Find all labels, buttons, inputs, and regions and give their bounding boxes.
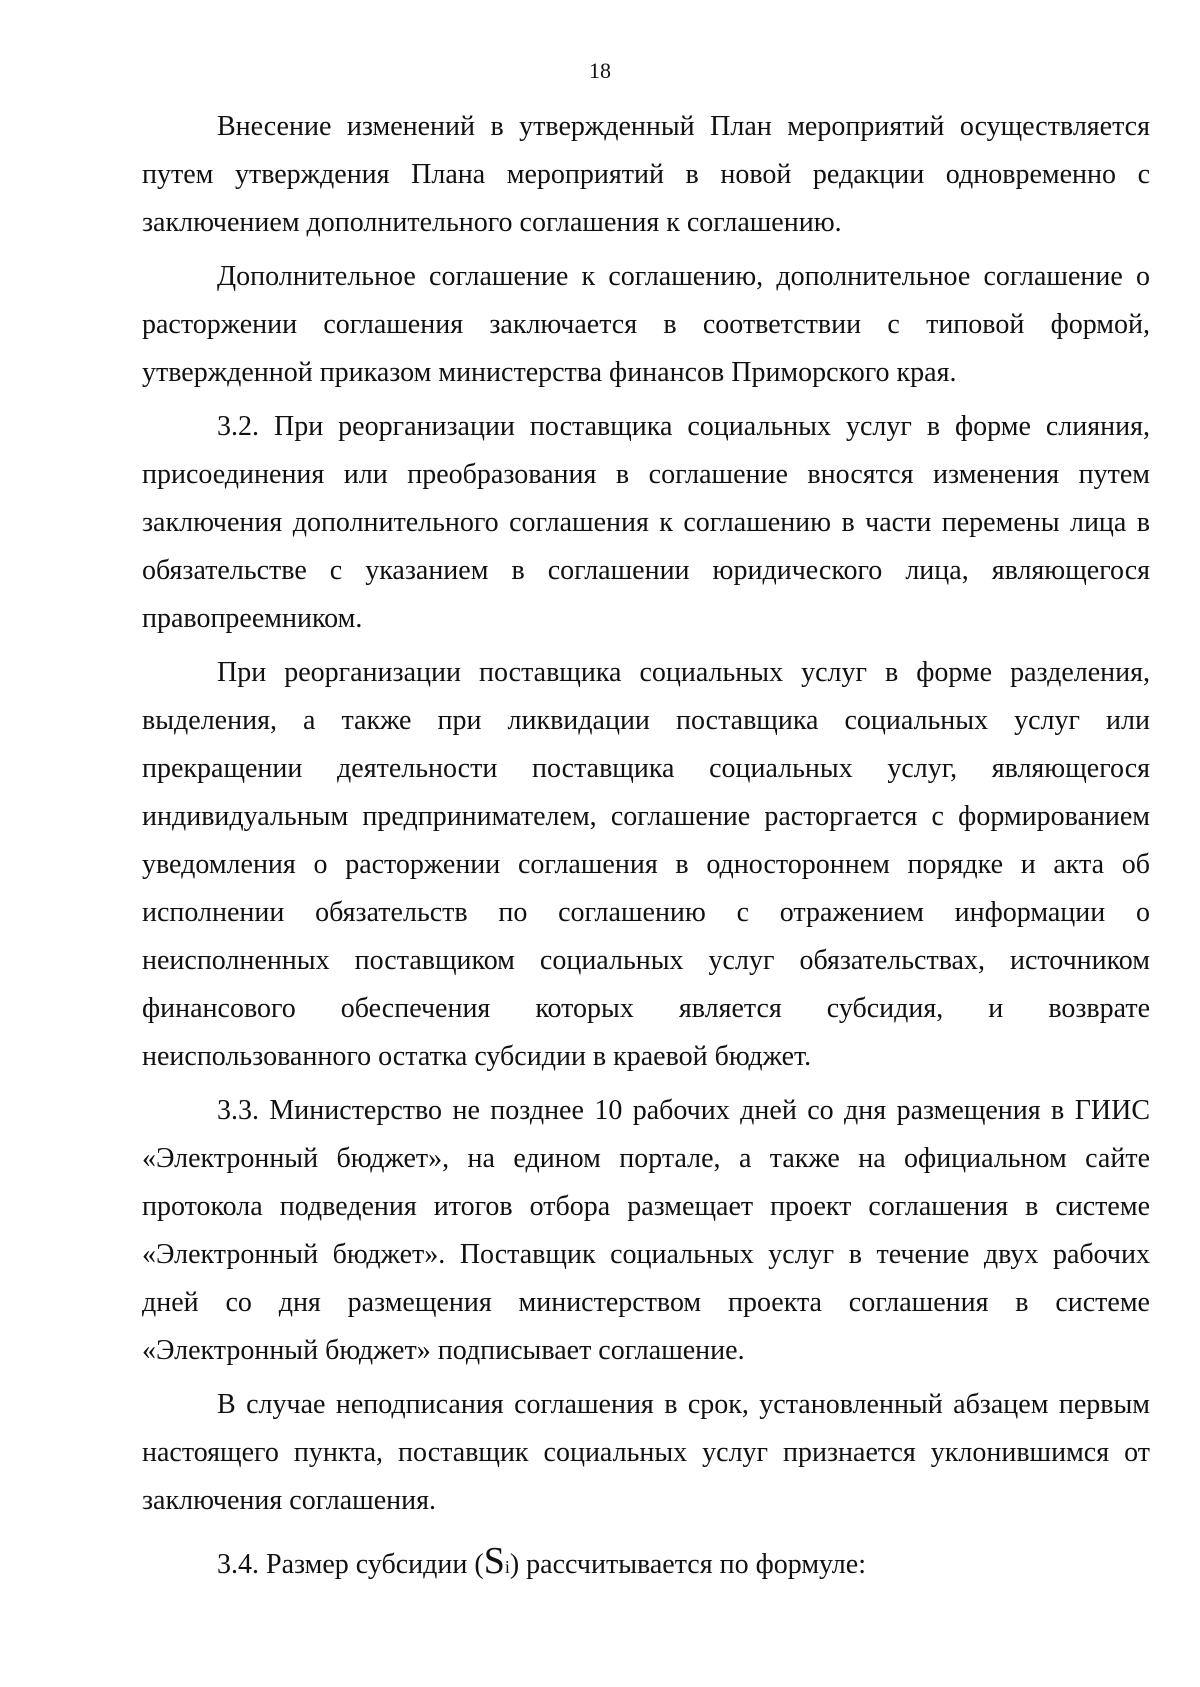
paragraph-3-3-ministry-agreement: 3.3. Министерство не позднее 10 рабочих дней со дня размещения в ГИИС «Электронный бюджет», на едином портале, а также на официальном сайте протокола подведения итогов отбора размещает проект соглашения в системе «Электронный бюджет». Поставщик социальных услуг в течение двух рабочих дней со дня размещения министерством проекта соглашения в системе «Электронный бюджет» подписывает соглашение. — [142, 1095, 1150, 1366]
document-body — [142, 103, 1150, 1591]
subsidy-symbol: S — [483, 1540, 505, 1582]
formula-line-suffix: ) рассчитывается по формуле: — [509, 1549, 866, 1580]
paragraph-3-2-reorganization-merger: 3.2. При реорганизации поставщика социальных услуг в форме слияния, присоединения или преобразования в соглашение вносятся изменения путем заключения дополнительного соглашения к соглашению в части перемены лица в обязательстве с указанием в соглашении юридического лица, являющегося правопреемником. — [142, 411, 1150, 634]
subsidy-subscript: i — [504, 1557, 510, 1577]
paragraph-plan-amendment: Внесение изменений в утвержденный План мероприятий осуществляется путем утверждения Плана мероприятий в новой редакции одновременно с заключением дополнительного соглашения к соглашению. — [142, 111, 1150, 238]
paragraph-reorganization-division: При реорганизации поставщика социальных услуг в форме разделения, выделения, а также при ликвидации поставщика социальных услуг или прекращении деятельности поставщика социальных услуг, являющегося индивидуальным предпринимателем, соглашение расторгается с формированием уведомления о расторжении соглашения в одностороннем порядке и акта об исполнении обязательств по соглашению с отражением информации о неисполненных поставщиком социальных услуг обязательствах, источником финансового обеспечения которых является субсидия, и возврате неиспользованного остатка субсидии в краевой бюджет. — [142, 657, 1150, 1072]
formula-line-prefix: 3.4. Размер субсидии ( — [217, 1549, 484, 1580]
paragraph-non-signing: В случае неподписания соглашения в срок, установленный абзацем первым настоящего пункта, поставщик социальных услуг признается уклонившимся от заключения соглашения. — [142, 1389, 1150, 1516]
paragraph-3-4-subsidy-formula — [142, 1541, 1150, 1591]
paragraph-additional-agreement: Дополнительное соглашение к соглашению, дополнительное соглашение о расторжении соглашения заключается в соответствии с типовой формой, утвержденной приказом министерства финансов Приморского края. — [142, 261, 1150, 388]
page-number: 18 — [589, 58, 611, 83]
